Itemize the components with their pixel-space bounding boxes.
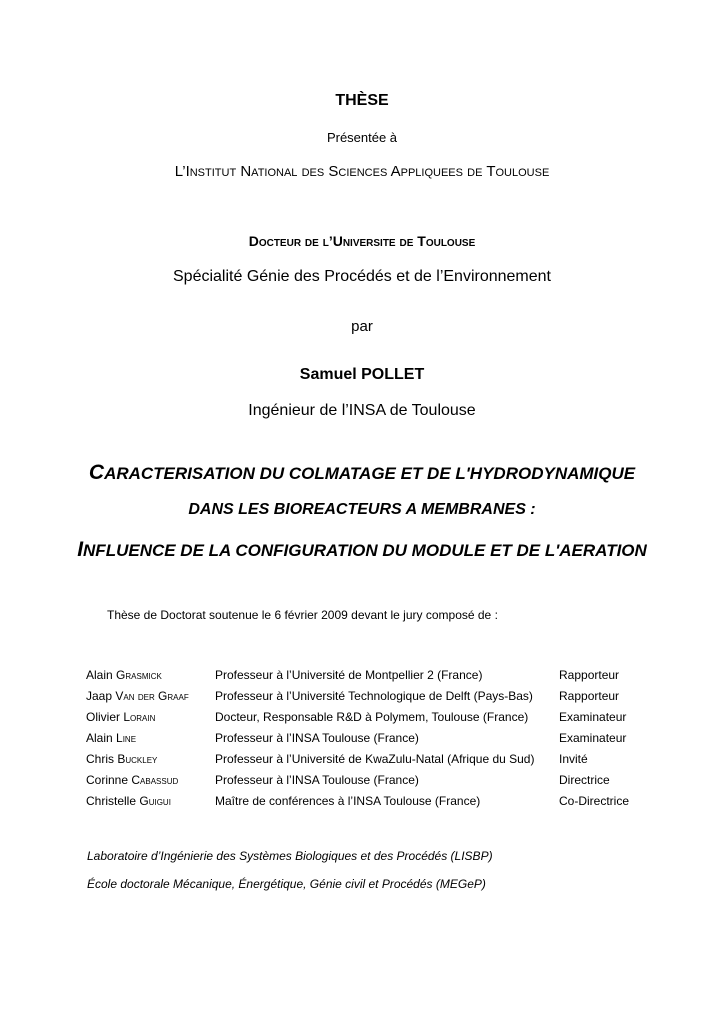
jury-member-function: Examinateur xyxy=(559,730,627,745)
jury-member-name xyxy=(86,685,215,706)
author-name: Samuel POLLET xyxy=(299,366,425,383)
jury-member-position: Professeur à l’INSA Toulouse (France) xyxy=(215,730,419,745)
thesis-title-line-1 xyxy=(0,461,724,485)
laboratory-name: Laboratoire d’Ingénierie des Systèmes Biologiques et des Procédés (LISBP) xyxy=(87,849,493,863)
jury-first-name: Christelle xyxy=(86,793,137,808)
title-line-3-text: NFLUENCE DE LA CONFIGURATION DU MODULE ET DE L'AERATION xyxy=(83,541,647,560)
jury-member-name xyxy=(86,748,215,769)
jury-last-name: Van der Graaf xyxy=(115,688,189,703)
jury-member-position: Professeur à l’INSA Toulouse (France) xyxy=(215,772,419,787)
jury-row xyxy=(86,664,629,685)
jury-first-name: Jaap xyxy=(86,688,113,703)
jury-row xyxy=(86,706,629,727)
thesis-title-line-3 xyxy=(0,538,724,562)
jury-member-name xyxy=(86,727,215,748)
jury-first-name: Corinne xyxy=(86,772,129,787)
jury-member-position: Professeur à l’Université de Montpellier 2 (France) xyxy=(215,667,483,682)
jury-member-function: Rapporteur xyxy=(559,667,620,682)
specialty-line: Spécialité Génie des Procédés et de l’Environnement xyxy=(173,268,551,285)
jury-last-name: Lorain xyxy=(123,709,156,724)
jury-member-name xyxy=(86,790,215,811)
jury-member-function: Co-Directrice xyxy=(559,793,630,808)
jury-member-position: Professeur à l’Université de KwaZulu-Natal (Afrique du Sud) xyxy=(215,751,535,766)
jury-row xyxy=(86,769,629,790)
jury-member-position: Docteur, Responsable R&D à Polymem, Toulouse (France) xyxy=(215,709,529,724)
jury-member-position: Professeur à l’Université Technologique de Delft (Pays-Bas) xyxy=(215,688,533,703)
by-label: par xyxy=(351,318,373,335)
jury-member-function: Directrice xyxy=(559,772,610,787)
jury-row xyxy=(86,685,629,706)
jury-member-name xyxy=(86,769,215,790)
jury-member-function: Examinateur xyxy=(559,709,627,724)
jury-row xyxy=(86,727,629,748)
jury-member-name xyxy=(86,706,215,727)
jury-table-body xyxy=(86,664,629,811)
jury-last-name: Guigui xyxy=(139,793,171,808)
jury-row xyxy=(86,748,629,769)
title-line-1-initial: C xyxy=(88,461,105,484)
jury-last-name: Cabassud xyxy=(131,772,179,787)
jury-first-name: Alain xyxy=(86,730,113,745)
jury-member-function: Rapporteur xyxy=(559,688,620,703)
jury-row xyxy=(86,790,629,811)
degree-heading: Docteur de l’Universite de Toulouse xyxy=(248,233,476,249)
jury-table xyxy=(86,664,629,811)
title-line-1-text: ARACTERISATION DU COLMATAGE ET DE L'HYDRODYNAMIQUE xyxy=(104,464,636,483)
jury-first-name: Alain xyxy=(86,667,113,682)
jury-member-function: Invité xyxy=(559,751,588,766)
author-title: Ingénieur de l’INSA de Toulouse xyxy=(248,402,476,419)
doctoral-school-name: École doctorale Mécanique, Énergétique, Génie civil et Procédés (MEGeP) xyxy=(87,877,486,891)
defense-statement: Thèse de Doctorat soutenue le 6 février 2009 devant le jury composé de : xyxy=(107,608,498,622)
jury-first-name: Chris xyxy=(86,751,115,766)
title-line-3-initial: I xyxy=(77,538,84,561)
institution-name: L’Institut National des Sciences Appliquees de Toulouse xyxy=(174,163,550,180)
jury-last-name: Buckley xyxy=(117,751,158,766)
jury-member-position: Maître de conférences à l’INSA Toulouse (France) xyxy=(215,793,481,808)
jury-last-name: Line xyxy=(116,730,137,745)
thesis-title-line-2: DANS LES BIOREACTEURS A MEMBRANES : xyxy=(188,501,536,518)
jury-first-name: Olivier xyxy=(86,709,121,724)
presented-to-label: Présentée à xyxy=(326,130,398,145)
document-type-heading: THÈSE xyxy=(335,92,389,109)
jury-last-name: Grasmick xyxy=(116,667,162,682)
jury-member-name xyxy=(86,664,215,685)
